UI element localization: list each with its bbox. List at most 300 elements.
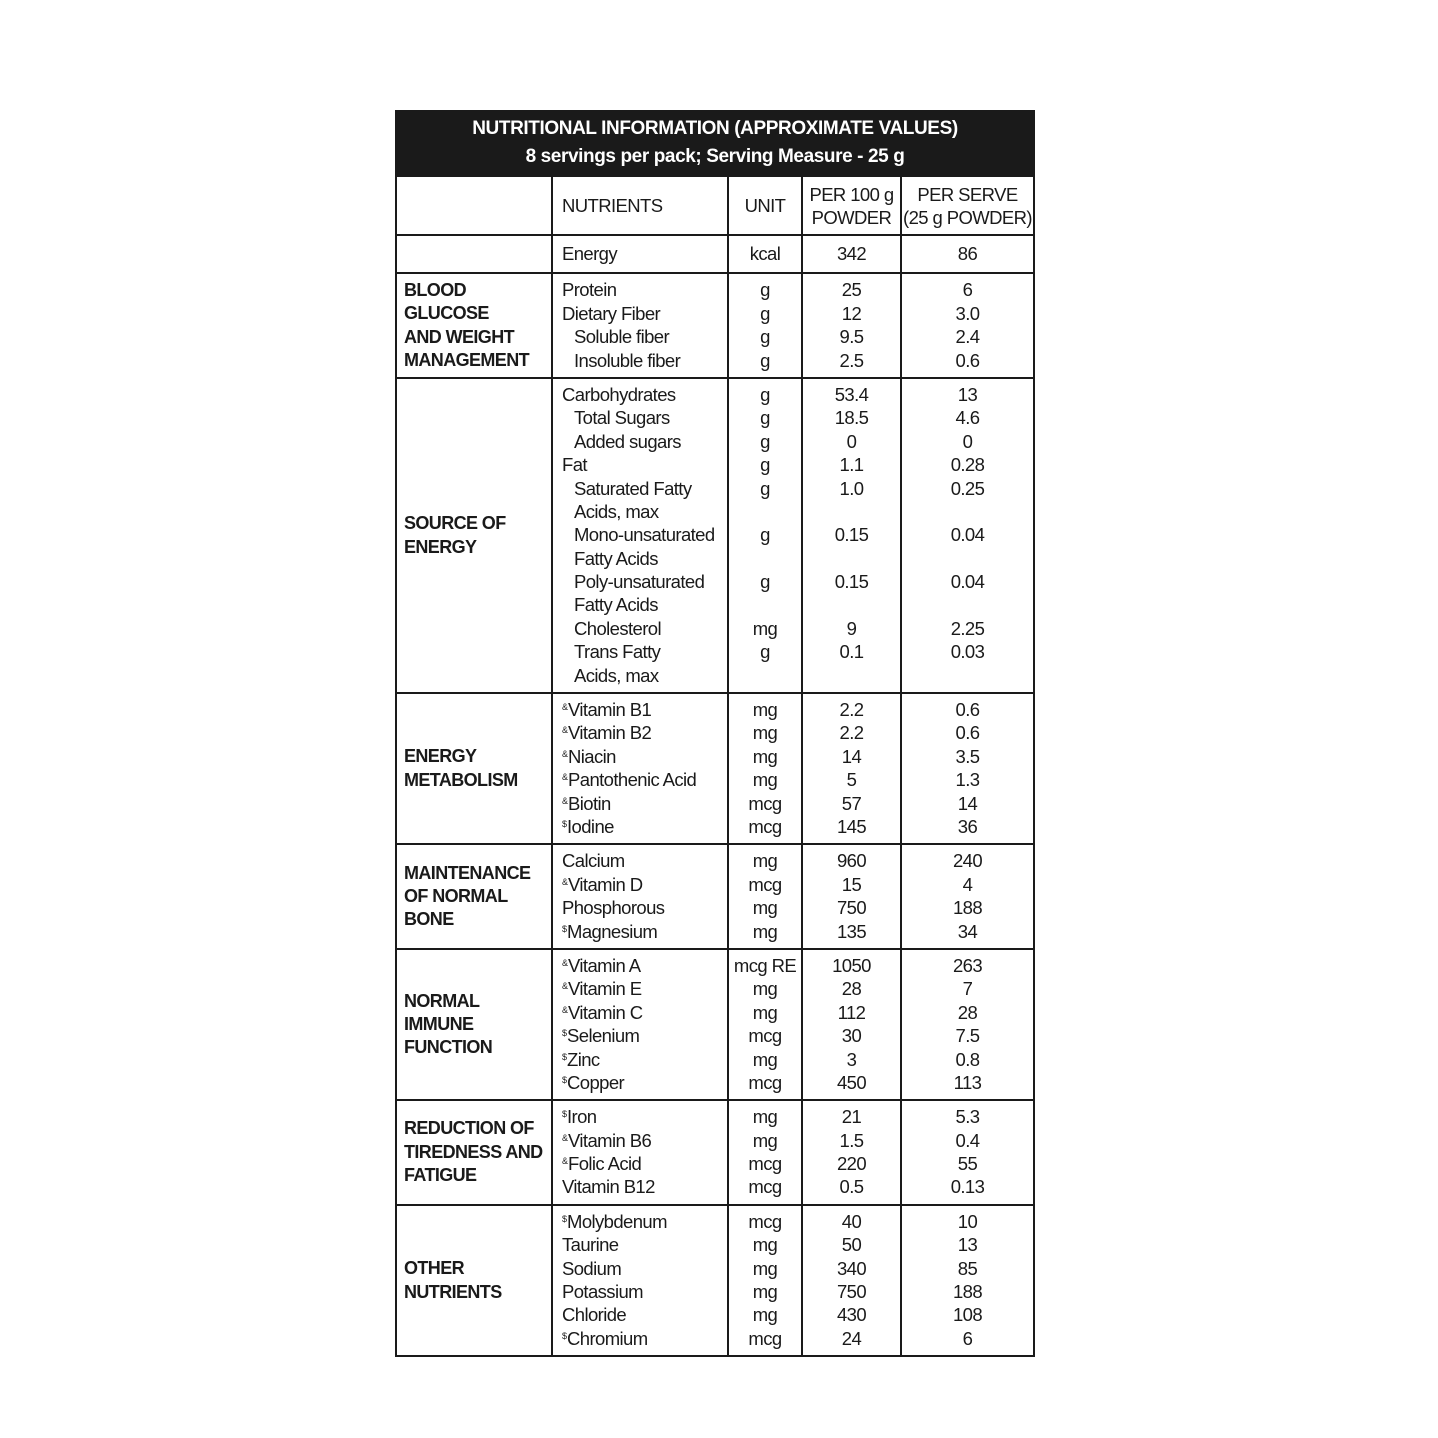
- per-serve-cell: 10: [957, 1210, 978, 1232]
- unit-cell: g: [760, 524, 770, 546]
- per-serve-cell: 2.4: [955, 326, 980, 348]
- nutrient-name: [562, 721, 727, 744]
- per-serve-column: [900, 274, 1033, 377]
- group-label-line: TIREDNESS AND: [404, 1141, 543, 1162]
- unit-cell: mg: [752, 1129, 778, 1151]
- nutrient-name-text: Poly-unsaturated: [574, 571, 705, 593]
- group-label-text: [404, 990, 551, 1060]
- per-100g-cell: 30: [841, 1025, 862, 1047]
- per-100g-cell: 24: [841, 1327, 862, 1349]
- per-100g-cell: 9.5: [839, 326, 864, 348]
- per-serve-cell: 0.6: [955, 722, 980, 744]
- per-100g-cell: 0.15: [834, 571, 869, 593]
- nutrient-footnote-mark: $: [562, 1109, 568, 1120]
- per-serve-cell: 0.6: [955, 349, 980, 371]
- nutrient-group: [397, 377, 1033, 692]
- nutrient-name-text: Insoluble fiber: [574, 349, 681, 371]
- nutrient-name-text: Fatty Acids: [574, 594, 658, 616]
- per-100g-cell: 5: [846, 769, 857, 791]
- per-100g-cell: 40: [841, 1210, 862, 1232]
- per-serve-cell: 1.3: [955, 769, 980, 791]
- nutrient-name: [562, 593, 727, 616]
- unit-cell: mcg: [748, 1071, 782, 1093]
- nutrient-name-text: Pantothenic Acid: [568, 769, 697, 791]
- nutrient-footnote-mark: $: [562, 1074, 568, 1085]
- per-100g-cell: 1050: [832, 954, 871, 976]
- nutrient-name: [562, 954, 727, 977]
- per-serve-cell: 86: [900, 236, 1033, 272]
- nutrient-group: [397, 948, 1033, 1099]
- nutrient-group: [397, 1204, 1033, 1355]
- empty-cell: [803, 664, 900, 687]
- unit-cell: mg: [752, 1048, 778, 1070]
- nutrient-name: [562, 383, 727, 406]
- group-label-text: [404, 1117, 543, 1187]
- unit-cell: mcg: [748, 873, 782, 895]
- per-serve-cell: 0.03: [950, 641, 985, 663]
- nutrient-name: [562, 896, 727, 919]
- per-serve-cell: 4.6: [955, 407, 980, 429]
- per-serve-cell: 28: [957, 1001, 978, 1023]
- per-serve-cell: 0.28: [950, 454, 985, 476]
- unit-cell: mcg RE: [733, 954, 797, 976]
- unit-cell: mcg: [748, 1176, 782, 1198]
- nutrient-name-text: Chromium: [567, 1327, 648, 1349]
- nutrient-name-text: Molybdenum: [567, 1210, 667, 1232]
- group-label-line: SOURCE OF: [404, 513, 506, 534]
- nutrient-name: [562, 1105, 727, 1128]
- per-100g-cell: 3: [846, 1048, 857, 1070]
- nutrient-names: [551, 379, 727, 692]
- nutrient-name: [562, 617, 727, 640]
- per-serve-cell: 0.13: [950, 1176, 985, 1198]
- nutrient-group: [397, 1099, 1033, 1204]
- nutrient-name-text: Phosphorous: [562, 897, 665, 919]
- nutrients-header: NUTRIENTS: [551, 177, 727, 234]
- per-100g-cell: 220: [836, 1153, 867, 1175]
- per-100g-cell: 1.5: [839, 1129, 864, 1151]
- group-label-line: MANAGEMENT: [404, 350, 529, 371]
- group-label: [397, 1206, 551, 1355]
- nutrient-name: [562, 1129, 727, 1152]
- per-serve-cell: 4: [962, 873, 973, 895]
- unit-cell: mg: [752, 897, 778, 919]
- per-serve-cell: 0.6: [955, 699, 980, 721]
- unit-cell: mcg: [748, 1210, 782, 1232]
- per-serve-cell: 0.4: [955, 1129, 980, 1151]
- per-serve-column: [900, 950, 1033, 1099]
- per-100g-column: [801, 694, 900, 843]
- nutrient-name-text: Acids, max: [574, 500, 659, 522]
- nutrient-name-text: Carbohydrates: [562, 383, 676, 405]
- nutrient-footnote-mark: $: [562, 1028, 568, 1039]
- unit-cell: g: [760, 383, 770, 405]
- nutrient-footnote-mark: &: [562, 772, 569, 783]
- per-serve-cell: 0.25: [950, 477, 985, 499]
- per-100g-column: [801, 950, 900, 1099]
- nutrient-group: [397, 843, 1033, 948]
- nutrient-name-text: Added sugars: [574, 430, 681, 452]
- nutrient-name-text: Vitamin A: [568, 954, 641, 976]
- group-label-line: NUTRIENTS: [404, 1281, 502, 1302]
- unit-cell: g: [760, 454, 770, 476]
- table-header: [397, 112, 1033, 175]
- nutrient-footnote-mark: &: [562, 748, 569, 759]
- nutrient-name-text: Soluble fiber: [574, 326, 670, 348]
- nutrient-footnote-mark: &: [562, 1156, 569, 1167]
- nutrient-footnote-mark: &: [562, 957, 569, 968]
- group-label-line: AND WEIGHT: [404, 326, 514, 347]
- group-label-line: FATIGUE: [404, 1165, 477, 1186]
- unit-cell: g: [760, 477, 770, 499]
- unit-cell: mg: [752, 1234, 778, 1256]
- nutrient-names: [551, 694, 727, 843]
- per-serve-column: [900, 845, 1033, 948]
- nutrient-group: [397, 272, 1033, 377]
- per-serve-column: [900, 1101, 1033, 1204]
- nutrient-footnote-mark: $: [562, 1330, 568, 1341]
- energy-group-cell: [397, 236, 551, 272]
- unit-cell: mcg: [748, 1153, 782, 1175]
- group-label: [397, 274, 551, 377]
- nutrient-name-text: Protein: [562, 279, 617, 301]
- nutrient-footnote-mark: $: [562, 819, 568, 829]
- nutrient-name-text: Iron: [567, 1106, 597, 1128]
- per-serve-column: [900, 694, 1033, 843]
- nutrient-name: [562, 1024, 727, 1047]
- nutrient-name-text: Sodium: [562, 1257, 622, 1279]
- unit-cell: mg: [752, 978, 778, 1000]
- nutrient-name-text: Folic Acid: [568, 1153, 642, 1175]
- nutrient-names: [551, 1206, 727, 1355]
- nutrient-name: [562, 1280, 727, 1303]
- unit-cell: g: [760, 326, 770, 348]
- per-serve-cell: 0.04: [950, 524, 985, 546]
- group-label-line: REDUCTION OF: [404, 1118, 534, 1139]
- per-100g-cell: 15: [841, 873, 862, 895]
- group-label-line: NORMAL IMMUNE: [404, 990, 480, 1034]
- nutrient-group: [397, 692, 1033, 843]
- nutrient-name: [562, 453, 727, 476]
- unit-cell: mg: [752, 1304, 778, 1326]
- nutrient-name-text: Acids, max: [574, 664, 659, 686]
- nutrient-names: [551, 950, 727, 1099]
- per-serve-cell: 0.8: [955, 1048, 980, 1070]
- unit-column: [727, 1101, 801, 1204]
- per-100g-cell: 0.15: [834, 524, 869, 546]
- per-100g-cell: 18.5: [834, 407, 869, 429]
- nutrient-names: [551, 845, 727, 948]
- per-100g-column: [801, 1206, 900, 1355]
- per-serve-cell: 188: [952, 897, 983, 919]
- per-100g-cell: 430: [836, 1304, 867, 1326]
- group-label: [397, 950, 551, 1099]
- nutrient-name: [562, 1210, 727, 1233]
- nutrient-name-text: Mono-unsaturated: [574, 524, 715, 546]
- nutrient-name: [562, 1152, 727, 1175]
- per-serve-cell: 263: [952, 954, 983, 976]
- nutrient-name: [562, 1071, 727, 1094]
- nutrient-name-text: Fatty Acids: [574, 547, 658, 569]
- nutrient-name: [562, 406, 727, 429]
- per-100g-cell: 112: [837, 1001, 866, 1023]
- group-label: [397, 379, 551, 692]
- per-100g-cell: 2.2: [839, 699, 864, 721]
- group-column-header: [397, 177, 551, 234]
- per-serve-header-line: (25 g POWDER): [903, 206, 1032, 228]
- per-serve-cell: 34: [957, 920, 978, 942]
- nutrient-name-text: Vitamin B1: [568, 699, 652, 721]
- per-serve-cell: 0: [962, 430, 973, 452]
- group-label-line: ENERGY: [404, 536, 477, 557]
- per-100g-column: [801, 274, 900, 377]
- group-label-text: [404, 745, 518, 792]
- per-serve-cell: 13: [957, 1234, 978, 1256]
- group-label-text: [404, 862, 551, 932]
- empty-cell: [902, 593, 1033, 616]
- nutrient-name-text: Vitamin B6: [568, 1129, 652, 1151]
- per-100g-cell: 342: [801, 236, 900, 272]
- unit-cell: mg: [752, 920, 778, 942]
- unit-cell: mg: [752, 769, 778, 791]
- per-100g-column: [801, 845, 900, 948]
- nutrient-name: [562, 873, 727, 896]
- nutrient-name-text: Vitamin D: [568, 873, 643, 895]
- per-serve-cell: 108: [952, 1304, 983, 1326]
- nutrient-name: [562, 500, 727, 523]
- empty-cell: [902, 500, 1033, 523]
- nutrient-name-text: Saturated Fatty: [574, 477, 692, 499]
- per-serve-header-line: PER SERVE: [917, 183, 1018, 205]
- empty-cell: [729, 547, 801, 570]
- per-serve-cell: 6: [962, 279, 973, 301]
- nutrient-name-text: Vitamin C: [568, 1001, 643, 1023]
- nutrient-name-text: Magnesium: [567, 920, 658, 942]
- nutrient-name-text: Chloride: [562, 1304, 627, 1326]
- nutrient-name-text: Vitamin E: [568, 978, 642, 1000]
- per-serve-cell: 2.25: [950, 617, 985, 639]
- unit-cell: mcg: [748, 1025, 782, 1047]
- group-label-line: ENERGY: [404, 746, 477, 767]
- per-serve-cell: 3.0: [955, 302, 980, 324]
- nutrient-footnote-mark: &: [562, 1004, 569, 1015]
- per-100g-cell: 0: [846, 430, 857, 452]
- empty-cell: [803, 500, 900, 523]
- per-serve-cell: 55: [957, 1153, 978, 1175]
- unit-cell: mcg: [748, 792, 782, 814]
- nutrient-names: [551, 1101, 727, 1204]
- unit-cell: mg: [752, 745, 778, 767]
- nutrient-footnote-mark: $: [562, 923, 568, 934]
- per-serve-cell: 5.3: [955, 1106, 980, 1128]
- nutrient-footnote-mark: &: [562, 981, 569, 992]
- per-100g-header-line: POWDER: [811, 206, 892, 228]
- empty-cell: [729, 593, 801, 616]
- unit-cell: mcg: [748, 816, 782, 837]
- nutrient-name: [562, 302, 727, 325]
- unit-column: [727, 694, 801, 843]
- per-serve-cell: 13: [957, 383, 978, 405]
- nutrient-name-text: Cholesterol: [574, 617, 661, 639]
- unit-cell: mg: [752, 1281, 778, 1303]
- group-label-text: [404, 279, 551, 373]
- nutrient-name-text: Vitamin B2: [568, 722, 652, 744]
- unit-cell: mg: [752, 1001, 778, 1023]
- nutrient-name: [562, 768, 727, 791]
- per-serve-cell: 6: [962, 1327, 973, 1349]
- per-100g-cell: 340: [836, 1257, 867, 1279]
- nutrient-name: [562, 1233, 727, 1256]
- per-serve-cell: 0.04: [950, 571, 985, 593]
- nutrient-footnote-mark: &: [562, 725, 569, 736]
- group-label-line: METABOLISM: [404, 769, 518, 790]
- nutrition-table: [395, 110, 1035, 1357]
- nutrient-name: [562, 1303, 727, 1326]
- nutrient-name: [562, 849, 727, 872]
- nutrient-footnote-mark: $: [562, 1213, 568, 1224]
- per-100g-cell: 0.1: [839, 641, 864, 663]
- nutrient-name: [562, 1175, 727, 1198]
- nutrient-footnote-mark: $: [562, 1051, 568, 1062]
- per-100g-cell: 450: [836, 1071, 867, 1093]
- empty-cell: [803, 593, 900, 616]
- per-serve-cell: 3.5: [955, 745, 980, 767]
- nutrient-name: [562, 1001, 727, 1024]
- per-serve-cell: 36: [957, 816, 978, 837]
- nutrient-name: [562, 1327, 727, 1350]
- group-label-line: MAINTENANCE: [404, 862, 531, 883]
- unit-cell: mg: [752, 722, 778, 744]
- nutrient-name: [562, 664, 727, 687]
- per-serve-cell: 7.5: [955, 1025, 980, 1047]
- per-serve-cell: 113: [953, 1071, 982, 1093]
- unit-cell: g: [760, 571, 770, 593]
- nutrient-name: [562, 977, 727, 1000]
- empty-cell: [902, 547, 1033, 570]
- per-100g-cell: 28: [841, 978, 862, 1000]
- nutrient-name: [562, 698, 727, 721]
- nutrient-groups: [397, 272, 1033, 1355]
- nutrient-name: [562, 523, 727, 546]
- nutrient-name: [562, 920, 727, 943]
- nutrient-name-text: Niacin: [568, 745, 616, 767]
- unit-header: UNIT: [727, 177, 801, 234]
- per-100g-cell: 53.4: [834, 383, 869, 405]
- per-100g-column: [801, 1101, 900, 1204]
- nutrient-name-text: Vitamin B12: [562, 1176, 655, 1198]
- group-label: [397, 845, 551, 948]
- unit-cell: mg: [752, 1106, 778, 1128]
- unit-cell: mg: [752, 850, 778, 872]
- per-100g-cell: 21: [841, 1106, 862, 1128]
- nutrient-name: [562, 349, 727, 372]
- per-100g-header: [801, 177, 900, 234]
- nutrient-name-text: Potassium: [562, 1281, 643, 1303]
- nutrient-name: [562, 570, 727, 593]
- empty-cell: [902, 664, 1033, 687]
- per-serve-column: [900, 1206, 1033, 1355]
- per-100g-cell: 9: [846, 617, 857, 639]
- group-label-line: OF NORMAL BONE: [404, 885, 508, 930]
- nutrient-name-text: Iodine: [567, 816, 614, 837]
- nutrient-names: [551, 274, 727, 377]
- per-100g-cell: 0.5: [839, 1176, 864, 1198]
- nutrient-footnote-mark: &: [562, 876, 569, 887]
- per-100g-cell: 135: [836, 920, 867, 942]
- unit-cell: mg: [752, 1257, 778, 1279]
- nutrient-name: [562, 815, 727, 838]
- per-100g-header-line: PER 100 g: [809, 183, 894, 205]
- per-100g-cell: 57: [841, 792, 862, 814]
- unit-cell: g: [760, 430, 770, 452]
- nutrient-name-text: Fat: [562, 454, 587, 476]
- nutrient-name: [562, 547, 727, 570]
- group-label-line: FUNCTION: [404, 1037, 493, 1058]
- group-label: [397, 694, 551, 843]
- per-100g-cell: 12: [841, 302, 862, 324]
- nutrient-name-text: Zinc: [567, 1048, 600, 1070]
- group-label-text: [404, 512, 506, 559]
- empty-cell: [729, 664, 801, 687]
- nutrient-name-text: Selenium: [567, 1025, 640, 1047]
- unit-cell: mg: [752, 617, 778, 639]
- nutrient-name-text: Biotin: [568, 792, 611, 814]
- per-100g-cell: 2.5: [839, 349, 864, 371]
- nutrient-name-text: Taurine: [562, 1234, 619, 1256]
- per-100g-cell: 14: [841, 745, 862, 767]
- per-100g-cell: 960: [836, 850, 867, 872]
- per-100g-cell: 1.1: [839, 454, 864, 476]
- nutrient-name: Energy: [551, 236, 727, 272]
- unit-cell: g: [760, 641, 770, 663]
- nutrient-name-text: Total Sugars: [574, 407, 670, 429]
- nutrient-name-text: Copper: [567, 1071, 625, 1093]
- unit-cell: g: [760, 302, 770, 324]
- per-100g-cell: 750: [836, 897, 867, 919]
- unit-column: [727, 1206, 801, 1355]
- unit-column: [727, 274, 801, 377]
- per-serve-cell: 240: [952, 850, 983, 872]
- nutrient-name: [562, 278, 727, 301]
- group-label-line: BLOOD GLUCOSE: [404, 279, 489, 324]
- empty-cell: [729, 500, 801, 523]
- unit-cell: mcg: [748, 1327, 782, 1349]
- per-serve-header: [900, 177, 1033, 234]
- nutrient-name: [562, 745, 727, 768]
- nutrient-name-text: Dietary Fiber: [562, 302, 661, 324]
- group-label-text: [404, 1257, 502, 1304]
- nutrient-name: [562, 1048, 727, 1071]
- per-serve-column: [900, 379, 1033, 692]
- per-serve-cell: 85: [957, 1257, 978, 1279]
- table-subtitle: 8 servings per pack; Serving Measure - 25 g: [525, 146, 905, 167]
- unit-cell: kcal: [727, 236, 801, 272]
- nutrient-name-text: Calcium: [562, 850, 625, 872]
- column-header-row: [397, 175, 1033, 234]
- per-100g-cell: 50: [841, 1234, 862, 1256]
- per-serve-cell: 7: [962, 978, 973, 1000]
- per-100g-cell: 145: [836, 816, 867, 837]
- unit-cell: g: [760, 279, 770, 301]
- energy-row: [397, 234, 1033, 272]
- empty-cell: [803, 547, 900, 570]
- per-100g-cell: 2.2: [839, 722, 864, 744]
- per-serve-cell: 14: [957, 792, 978, 814]
- per-100g-column: [801, 379, 900, 692]
- unit-cell: mg: [752, 699, 778, 721]
- nutrient-name: [562, 477, 727, 500]
- group-label: [397, 1101, 551, 1204]
